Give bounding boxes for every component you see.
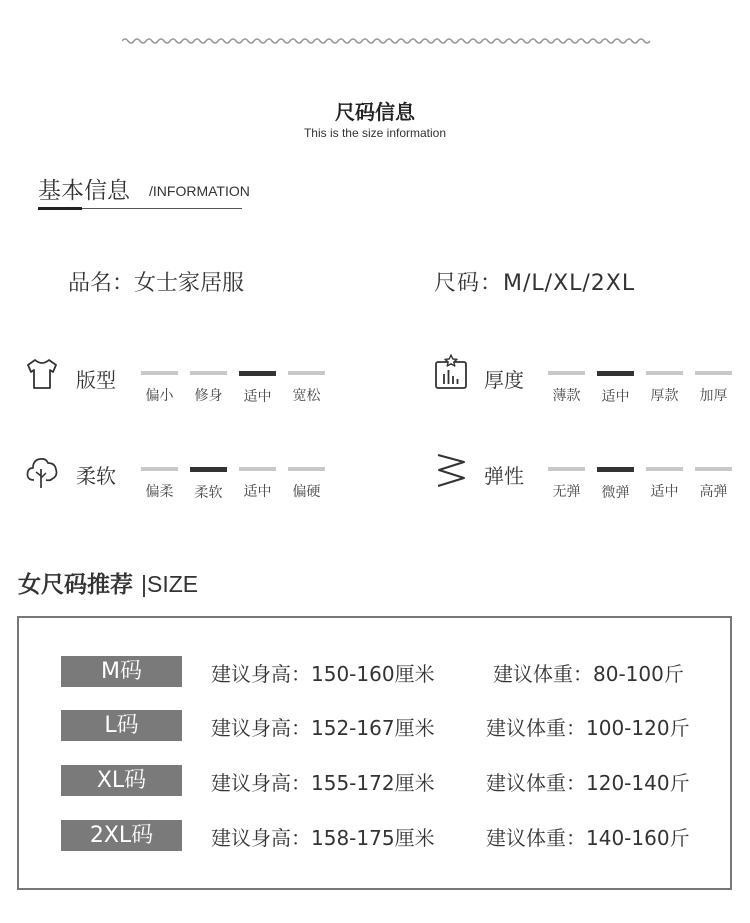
recommended-height: 建议身高：152-167厘米 [211, 716, 435, 740]
scale-bar [288, 371, 325, 375]
fit-option-label: 修身 [194, 388, 223, 404]
scale-bar [141, 371, 178, 375]
wavy-divider [122, 36, 654, 46]
scale-bar [190, 371, 227, 375]
elasticity-option [646, 467, 683, 502]
scale-bar [695, 371, 732, 375]
spring-icon [434, 452, 470, 488]
scale-bar-active [597, 371, 634, 376]
fit-option [190, 371, 227, 406]
basic-info-title: 基本信息 [38, 178, 130, 204]
thickness-option-label: 加厚 [699, 388, 728, 404]
size-row [19, 820, 734, 854]
thickness-option [548, 371, 585, 406]
softness-option [141, 467, 178, 502]
elasticity-option-label: 适中 [650, 484, 679, 500]
thickness-scale [548, 371, 732, 406]
scale-bar-active [190, 467, 227, 472]
thickness-icon [433, 354, 469, 390]
thickness-option [695, 371, 732, 406]
thickness-option [646, 371, 683, 406]
product-sizes: 尺码：M/L/XL/2XL [434, 271, 636, 296]
fit-option-label: 适中 [243, 389, 272, 405]
softness-option [288, 467, 325, 502]
scale-bar [646, 467, 683, 471]
size-badge: M码 [61, 656, 182, 687]
size-section-title [18, 566, 198, 599]
softness-option-selected [190, 467, 227, 502]
size-row [19, 765, 734, 799]
scale-bar-active [239, 371, 276, 376]
recommended-weight: 建议体重：140-160斤 [486, 826, 690, 850]
basic-info-underline-accent [38, 207, 82, 210]
thickness-label: 厚度 [484, 368, 524, 392]
size-row [19, 656, 734, 690]
size-row [19, 710, 734, 744]
page-subtitle: This is the size information [303, 126, 447, 140]
scale-bar [141, 467, 178, 471]
elasticity-option-label: 高弹 [699, 484, 728, 500]
size-badge: 2XL码 [61, 820, 182, 851]
page-title: 尺码信息 [335, 100, 415, 124]
fit-option [288, 371, 325, 406]
softness-option-label: 偏硬 [292, 484, 321, 500]
elasticity-option-label: 微弹 [601, 485, 630, 501]
elasticity-option-label: 无弹 [552, 484, 581, 500]
scale-bar [239, 467, 276, 471]
scale-bar [646, 371, 683, 375]
softness-option-label: 适中 [243, 484, 272, 500]
size-badge: L码 [61, 710, 182, 741]
thickness-option-label: 适中 [601, 389, 630, 405]
thickness-option-selected [597, 371, 634, 406]
fit-option [141, 371, 178, 406]
fit-option-label: 宽松 [292, 388, 321, 404]
scale-bar [548, 371, 585, 375]
fit-option-selected [239, 371, 276, 406]
size-badge: XL码 [61, 765, 182, 796]
scale-bar [548, 467, 585, 471]
size-section-title-cn: 女尺码推荐 [18, 572, 133, 598]
tshirt-icon [24, 356, 60, 392]
fit-label: 版型 [76, 368, 116, 392]
basic-info-title-en: /INFORMATION [149, 183, 250, 199]
thickness-option-label: 厚款 [650, 388, 679, 404]
recommended-height: 建议身高：155-172厘米 [211, 771, 435, 795]
recommended-height: 建议身高：150-160厘米 [211, 662, 435, 686]
scale-bar-active [597, 467, 634, 472]
softness-option [239, 467, 276, 502]
softness-scale [141, 467, 325, 502]
recommended-weight: 建议体重：80-100斤 [493, 662, 684, 686]
cloud-tree-icon [24, 454, 60, 490]
recommended-height: 建议身高：158-175厘米 [211, 826, 435, 850]
recommended-weight: 建议体重：120-140斤 [486, 771, 690, 795]
elasticity-option [548, 467, 585, 502]
scale-bar [695, 467, 732, 471]
fit-option-label: 偏小 [145, 388, 174, 404]
product-name: 品名：女士家居服 [68, 271, 245, 296]
size-table [17, 616, 732, 890]
elasticity-scale [548, 467, 732, 502]
scale-bar [288, 467, 325, 471]
size-section-title-en: |SIZE [141, 571, 199, 597]
fit-scale [141, 371, 325, 406]
thickness-option-label: 薄款 [552, 388, 581, 404]
elasticity-option [695, 467, 732, 502]
recommended-weight: 建议体重：100-120斤 [486, 716, 690, 740]
softness-label: 柔软 [76, 464, 116, 488]
softness-option-label: 柔软 [194, 485, 223, 501]
elasticity-label: 弹性 [484, 464, 524, 488]
softness-option-label: 偏柔 [145, 484, 174, 500]
elasticity-option-selected [597, 467, 634, 502]
